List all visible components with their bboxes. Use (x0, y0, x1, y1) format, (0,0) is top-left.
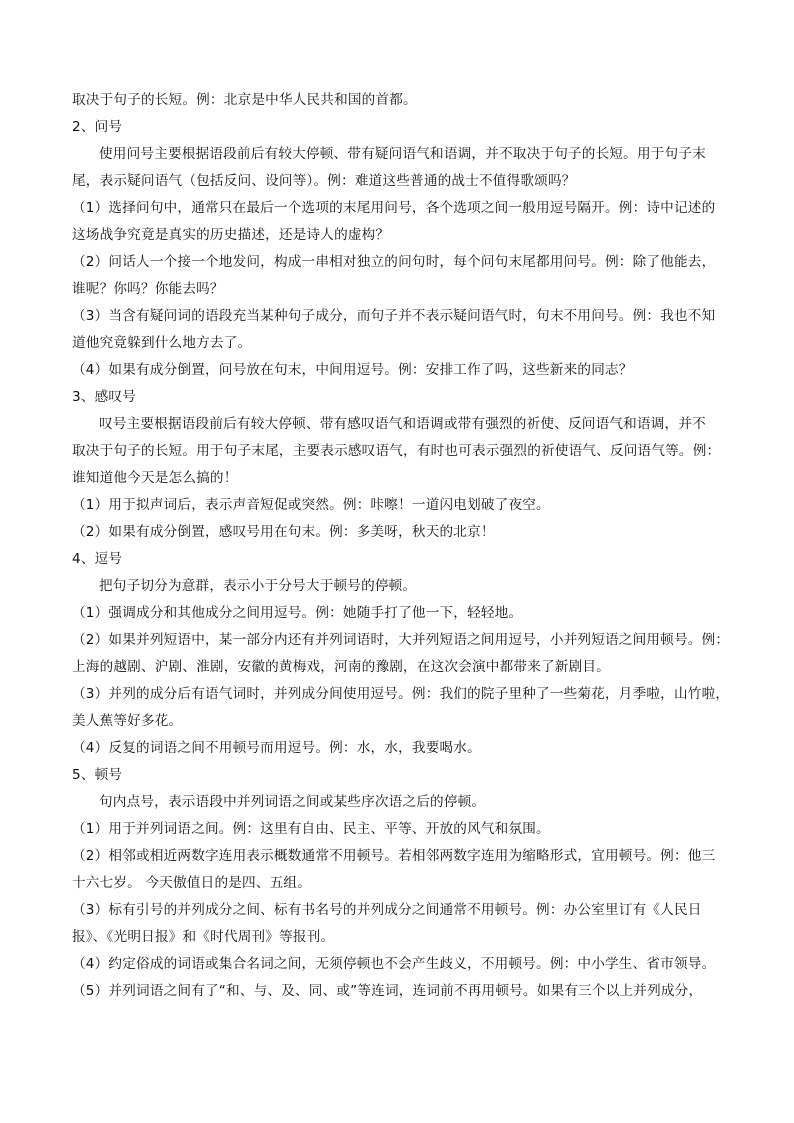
text-line: 尾，表示疑问语气（包括反问、设问等）。例：难道这些普通的战士不值得歌颂吗？ (72, 173, 576, 189)
text-line: 谁呢？你吗？你能去吗？ (72, 281, 224, 297)
text-line: （2）问话人一个接一个地发问，构成一串相对独立的问句时，每个问句末尾都用问号。例：除了他能去， (72, 254, 716, 270)
text-line: （3）当含有疑问词的语段充当某种句子成分，而句子并不表示疑问语气时，句末不用问号。例：我也不知 (72, 308, 716, 324)
text-line: （1）选择问句中，通常只在最后一个选项的末尾用问号，各个选项之间一般用逗号隔开。例：诗中记述的 (72, 200, 716, 216)
text-line: （3）并列的成分后有语气词时，并列成分间使用逗号。例：我们的院子里种了一些菊花，月季啦，山竹啦， (72, 686, 730, 702)
text-line: 谁知道他今天是怎么搞的！ (72, 470, 238, 486)
text-line: （1）强调成分和其他成分之间用逗号。例：她随手打了他一下，轻轻地。 (72, 605, 523, 621)
text-line: 道他究竟躲到什么地方去了。 (72, 335, 252, 351)
text-line: （3）标有引号的并列成分之间、标有书名号的并列成分之间通常不用顿号。例：办公室里订有《人民日 (72, 902, 702, 918)
text-line: 十六七岁。 今天傲值日的是四、五组。 (72, 875, 312, 891)
text-line: 使用问号主要根据语段前后有较大停顿、带有疑问语气和语调，并不取决于句子的长短。用于句子末 (99, 146, 706, 162)
text-line: 报》、《光明日报》和《时代周刊》等报刊。 (72, 929, 335, 945)
text-line: 取决于句子的长短。用于句子末尾，主要表示感叹语气，有时也可表示强烈的祈使语气、反问语气等。例： (72, 443, 721, 459)
text-line: 叹号主要根据语段前后有较大停顿、带有感叹语气和语调或带有强烈的祈使、反问语气和语调，并不 (99, 416, 706, 432)
text-line: 这场战争究竟是真实的历史描述，还是诗人的虚构？ (72, 227, 390, 243)
text-line: （5）并列词语之间有了“和、与、及、同、或”等连词，连词前不再用顿号。如果有三个以上并列成分， (72, 983, 703, 999)
text-line: 取决于句子的长短。例：北京是中华人民共和国的首都。 (72, 92, 417, 108)
text-line: 美人蕉等好多花。 (72, 713, 183, 729)
text-line: （4）约定俗成的词语或集合名词之间，无须停顿也不会产生歧义，不用顿号。例：中小学生、省市领导。 (72, 956, 716, 972)
section-heading-question-mark: 2、问号 (72, 119, 123, 135)
text-line: （2）如果并列短语中，某一部分内还有并列词语时，大并列短语之间用逗号，小并列短语之间用顿号。例： (72, 632, 730, 648)
text-line: （2）如果有成分倒置，感叹号用在句末。例：多美呀，秋天的北京！ (72, 524, 495, 540)
section-heading-exclamation-mark: 3、感叹号 (72, 389, 137, 405)
text-line: （1）用于并列词语之间。例：这里有自由、民主、平等、开放的风气和氛围。 (72, 821, 550, 837)
text-line: 上海的越剧、沪剧、淮剧，安徽的黄梅戏，河南的豫剧，在这次会演中都带来了新剧目。 (72, 659, 610, 675)
section-heading-enumeration-comma: 5、顿号 (72, 767, 123, 783)
text-line: （4）反复的词语之间不用顿号而用逗号。例：水，水，我要喝水。 (72, 740, 481, 756)
text-line: 句内点号，表示语段中并列词语之间或某些序次语之后的停顿。 (99, 794, 486, 810)
text-line: （2）相邻或相近两数字连用表示概数通常不用顿号。若相邻两数字连用为缩略形式，宜用顿号。例：他三 (72, 848, 716, 864)
section-heading-comma: 4、逗号 (72, 551, 123, 567)
text-line: 把句子切分为意群，表示小于分号大于顿号的停顿。 (99, 578, 417, 594)
text-line: （4）如果有成分倒置，问号放在句末，中间用逗号。例：安排工作了吗，这些新来的同志？ (72, 362, 633, 378)
text-line: （1）用于拟声词后，表示声音短促或突然。例：咔嚓！一道闪电划破了夜空。 (72, 497, 550, 513)
